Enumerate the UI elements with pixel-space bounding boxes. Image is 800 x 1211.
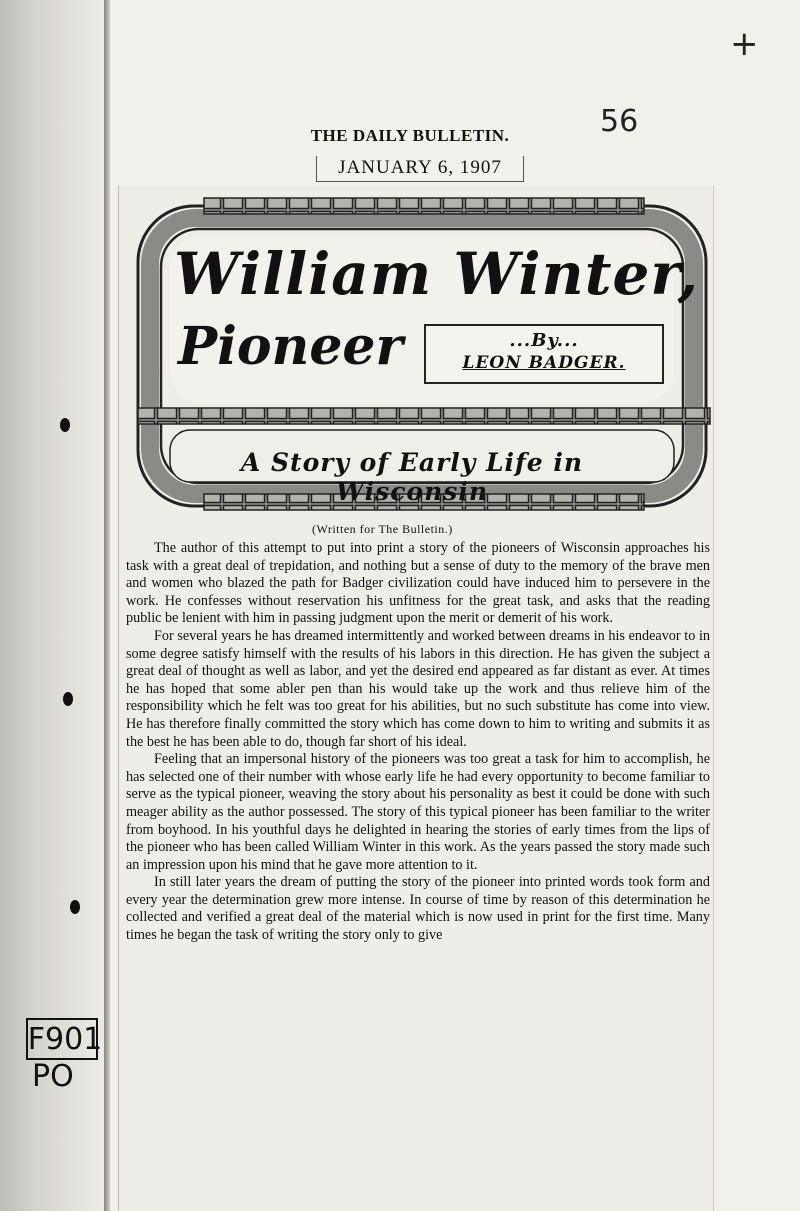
subtitle: A Story of Early Life in Wisconsin xyxy=(240,448,584,506)
article-paragraph: In still later years the dream of putting the story of the pioneer into printed words took form and every year the determination grew more intense. In course of time by reason of this determination he collected and verified a great deal of the material which is now used in print for the first time. Many times he began the task of writing the story only to give xyxy=(126,874,710,944)
title-banner xyxy=(134,196,714,526)
newspaper-name: THE DAILY BULLETIN. xyxy=(310,126,510,145)
byline-by: ...By... xyxy=(509,330,579,351)
punch-hole xyxy=(70,900,80,914)
credit-line: (Written for The Bulletin.) xyxy=(312,522,453,536)
pencil-plus-mark: + xyxy=(730,24,759,64)
article-paragraph: For several years he has dreamed intermittently and worked between dreams in his endeavor to in some degree satisfy himself with the results of his labors in this direction. He has given the subject a great deal of thought as well as labor, and yet the desired end appeared as far distant as ever. At times he has hoped that some abler pen than his would take up the work and thus relieve him of the responsibility which he felt was too great for his abilities, but no such substitute has come into view. He has therefore finally committed the story which has come down to him to writing and submits it as the best he has been able to do, though far short of his ideal. xyxy=(126,627,710,750)
publication-date: JANUARY 6, 1907 xyxy=(316,156,524,182)
article-body xyxy=(126,540,710,945)
punch-hole xyxy=(63,692,73,706)
article-paragraph: Feeling that an impersonal history of the pioneers was too great a task for him to accomplish, he has selected one of their number with whose early life he had every opportunity to become familiar to serve as the typical pioneer, weaving the story about his personality as best it could be done with such meager ability as the author possessed. The story of this typical pioneer has been familiar to the writer from boyhood. In his youthful days he delighted in hearing the stories of early times from the lips of the pioneer who has been called William Winter in this work. As the years passed the story made such an impression upon his mind that he gave more attention to it. xyxy=(126,751,710,873)
headline-line-1: William Winter, xyxy=(174,240,699,308)
byline-box xyxy=(424,324,664,384)
headline-line-2: Pioneer xyxy=(178,316,403,377)
punch-hole xyxy=(60,418,70,432)
stamp-code: F901 xyxy=(26,1018,98,1060)
stamp-suffix: PO xyxy=(32,1059,74,1094)
handwritten-page-number: 56 xyxy=(600,104,639,139)
article-paragraph: The author of this attempt to put into print a story of the pioneers of Wisconsin approaches his task with a great deal of trepidation, and nothing but a sense of duty to the memory of the brave men and women who blazed the path for Badger civilization could have induced him to persevere in the work. He confesses without reservation his unfitness for the great task, and asks that the reading public be lenient with him in passing judgment upon the merit or demerit of his work. xyxy=(126,540,710,627)
archive-stamp xyxy=(26,1018,106,1093)
byline-author: LEON BADGER. xyxy=(462,353,626,373)
masthead xyxy=(290,126,530,146)
